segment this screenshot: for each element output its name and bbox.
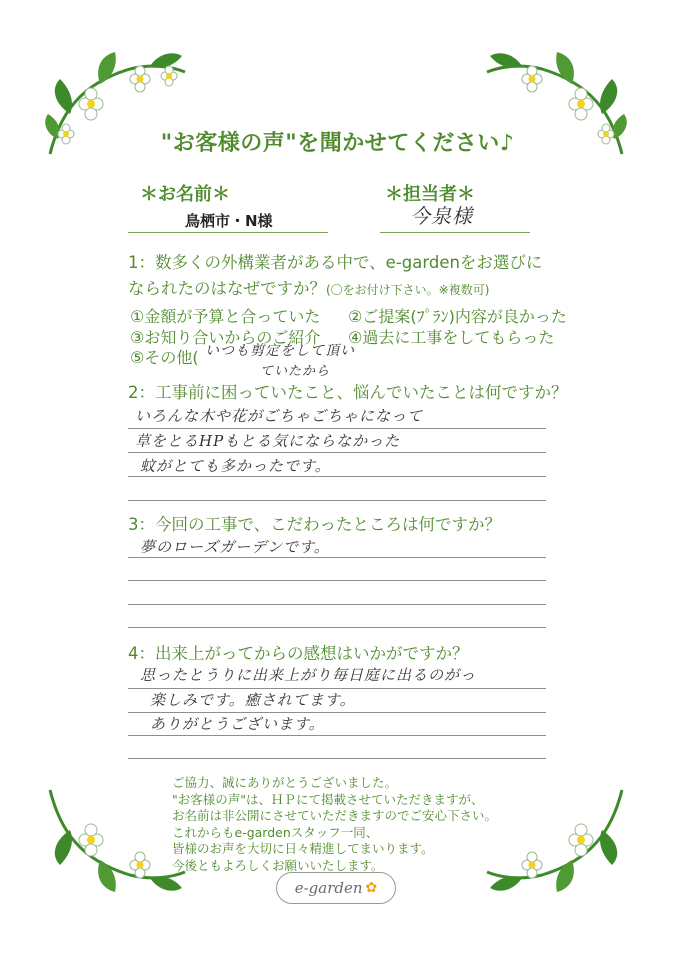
q1-option-2: ②ご提案(ﾌﾟﾗﾝ)内容が良かった [348,307,567,326]
q3-rule-3 [128,604,546,605]
q3-rule-2 [128,580,546,581]
q4-question: 4：出来上がってからの感想はいかがですか？ [128,644,469,663]
q1-option-4: ④過去に工事をしてもらった [348,328,555,347]
q3-rule-4 [128,627,546,628]
logo-flower-icon: ✿ [365,880,378,896]
thanks-line-5: 皆様のお声を大切に日々精進してまいります。 [172,841,434,856]
q1-note: (〇をお付け下さい。※複数可) [326,283,490,297]
q3-answer-1: 夢のローズガーデンです。 [140,538,330,556]
q3-question: 3：今回の工事で、こだわったところは何ですか？ [128,515,502,534]
q4-answer-3: ありがとうございます。 [150,715,325,733]
q2-answer-2: 草をとるHPもとる気にならなかった [135,432,401,450]
flower-decoration-bottom-left [40,780,190,900]
thanks-line-3: お名前は非公開にさせていただきますのでご安心下さい。 [172,808,498,823]
q2-rule-4 [128,500,546,501]
name-underline [128,232,328,233]
flower-decoration-bottom-right [482,780,632,900]
q3-rule-1 [128,557,546,558]
thanks-line-1: ご協力、誠にありがとうございました。 [172,775,398,790]
q4-rule-4 [128,758,546,759]
q1-question-line1: 1：数多くの外構業者がある中で、e-gardenをお選びに [128,253,543,272]
thanks-line-4: これからもe-gardenスタッフ一同、 [172,824,379,840]
q4-rule-3 [128,735,546,736]
name-label: ＊お名前＊ [140,184,230,205]
thanks-line-6: 今後ともよろしくお願いいたします。 [172,857,384,873]
q2-rule-3 [128,476,546,477]
q1-option-5: ⑤その他( [130,348,199,367]
logo-text: e-garden [294,879,363,897]
page-title: "お客様の声"を聞かせてください♪ [160,131,515,156]
q2-question: 2：工事前に困っていたこと、悩んでいたことは何ですか？ [128,383,568,402]
q2-answer-3: 蚊がとても多かったです。 [140,457,331,475]
q4-answer-1: 思ったとうりに出来上がり毎日庭に出るのがっ [140,666,477,684]
staff-name: 今泉様 [410,204,473,228]
thanks-message [172,775,497,874]
q1-question-line2 [128,276,489,303]
customer-name: 鳥栖市・N様 [185,212,273,230]
q2-rule-2 [128,452,546,453]
staff-underline [380,232,530,233]
thanks-line-2: "お客様の声"は、ＨＰにて掲載させていただきますが、 [172,791,484,807]
e-garden-logo [276,872,396,904]
q1-option-3: ③お知り合いからのご紹介 [130,328,321,347]
q2-answer-1: いろんな木や花がごちゃごちゃになって [135,407,424,425]
q4-answer-2: 楽しみです。癒されてます。 [150,691,356,709]
q1-other-handwriting-1: いつも剪定をして頂い [205,343,355,359]
q2-rule-1 [128,428,546,429]
staff-label: ＊担当者＊ [385,184,475,205]
q1-option-1: ①金額が予算と合っていた [130,307,321,326]
q1-other-handwriting-2: ていたから [260,364,331,379]
q1-question-text: なられたのはなぜですか？ [128,279,326,298]
